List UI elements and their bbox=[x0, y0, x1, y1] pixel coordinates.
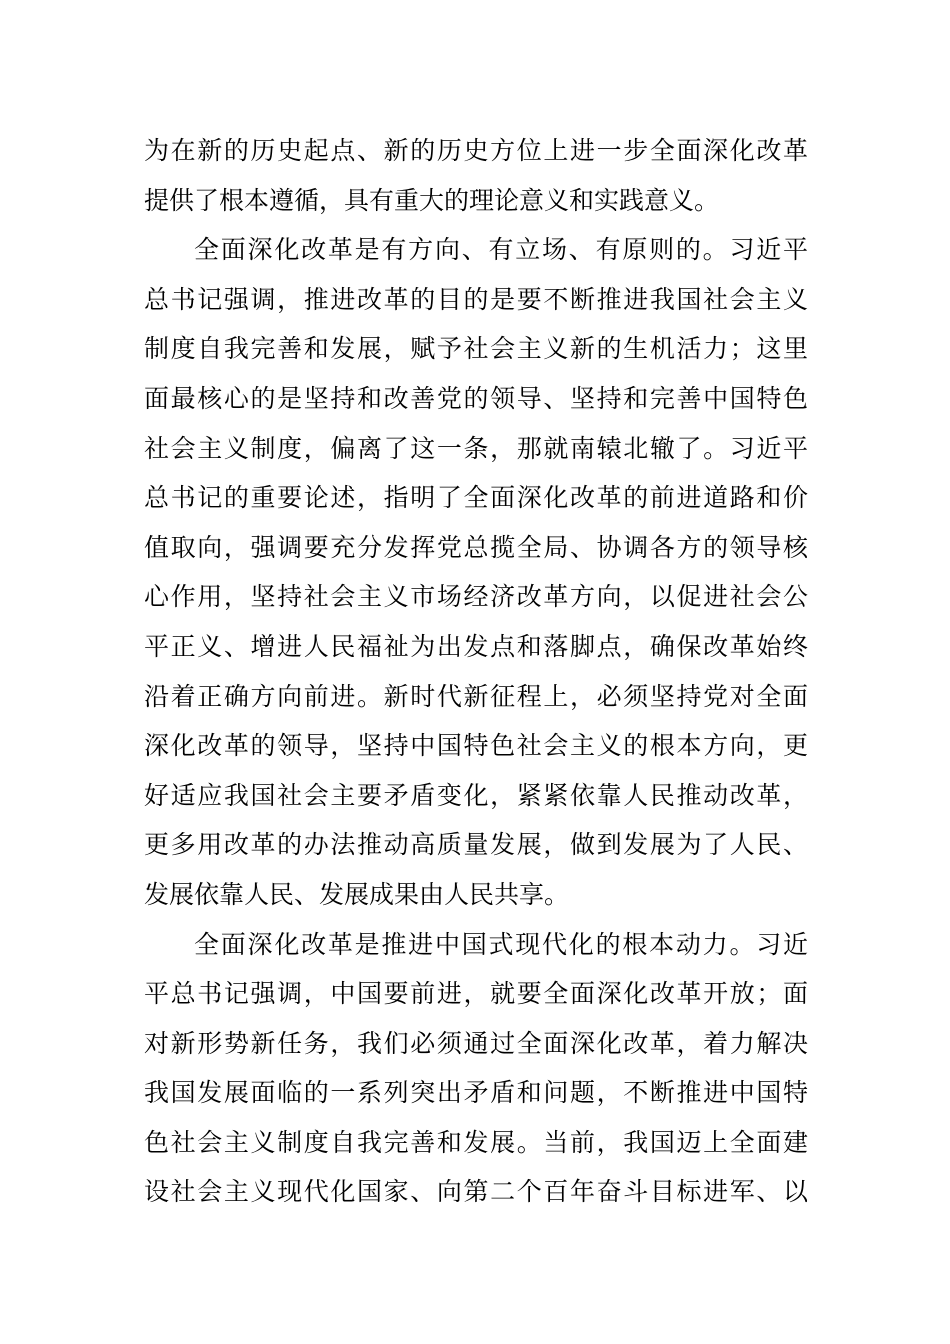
text-line: 平总书记强调，中国要前进，就要全面深化改革开放；面 bbox=[144, 979, 808, 1009]
text-line: 值取向，强调要充分发挥党总揽全局、协调各方的领导核 bbox=[144, 532, 808, 562]
text-line: 为在新的历史起点、新的历史方位上进一步全面深化改革 bbox=[144, 136, 808, 165]
text-line: 总书记的重要论述，指明了全面深化改革的前进道路和价 bbox=[144, 483, 808, 513]
text-line: 提供了根本遵循，具有重大的理论意义和实践意义。 bbox=[144, 185, 720, 215]
paragraph bbox=[144, 920, 808, 1218]
text-line: 更多用改革的办法推动高质量发展，做到发展为了人民、 bbox=[144, 830, 808, 860]
text-line: 发展依靠人民、发展成果由人民共享。 bbox=[144, 879, 570, 909]
text-line: 我国发展面临的一系列突出矛盾和问题，不断推进中国特 bbox=[144, 1078, 808, 1108]
text-line: 对新形势新任务，我们必须通过全面深化改革，着力解决 bbox=[144, 1028, 808, 1058]
text-line: 全面深化改革是推进中国式现代化的根本动力。习近 bbox=[194, 929, 808, 959]
text-line: 好适应我国社会主要矛盾变化，紧紧依靠人民推动改革， bbox=[144, 780, 808, 810]
text-line: 面最核心的是坚持和改善党的领导、坚持和完善中国特色 bbox=[144, 383, 808, 413]
text-line: 社会主义制度，偏离了这一条，那就南辕北辙了。习近平 bbox=[144, 433, 808, 463]
text-line: 色社会主义制度自我完善和发展。当前，我国迈上全面建 bbox=[144, 1127, 808, 1157]
text-line: 沿着正确方向前进。新时代新征程上，必须坚持党对全面 bbox=[144, 681, 808, 711]
paragraph bbox=[144, 225, 808, 919]
body-text bbox=[144, 126, 808, 1217]
text-line: 平正义、增进人民福祉为出发点和落脚点，确保改革始终 bbox=[144, 631, 808, 661]
text-line: 全面深化改革是有方向、有立场、有原则的。习近平 bbox=[194, 235, 808, 265]
text-line: 心作用，坚持社会主义市场经济改革方向，以促进社会公 bbox=[144, 582, 808, 612]
text-line: 深化改革的领导，坚持中国特色社会主义的根本方向，更 bbox=[144, 731, 808, 761]
text-line: 设社会主义现代化国家、向第二个百年奋斗目标进军、以 bbox=[144, 1177, 808, 1207]
paragraph bbox=[144, 126, 808, 225]
text-line: 制度自我完善和发展，赋予社会主义新的生机活力；这里 bbox=[144, 334, 808, 364]
text-line: 总书记强调，推进改革的目的是要不断推进我国社会主义 bbox=[144, 284, 808, 314]
